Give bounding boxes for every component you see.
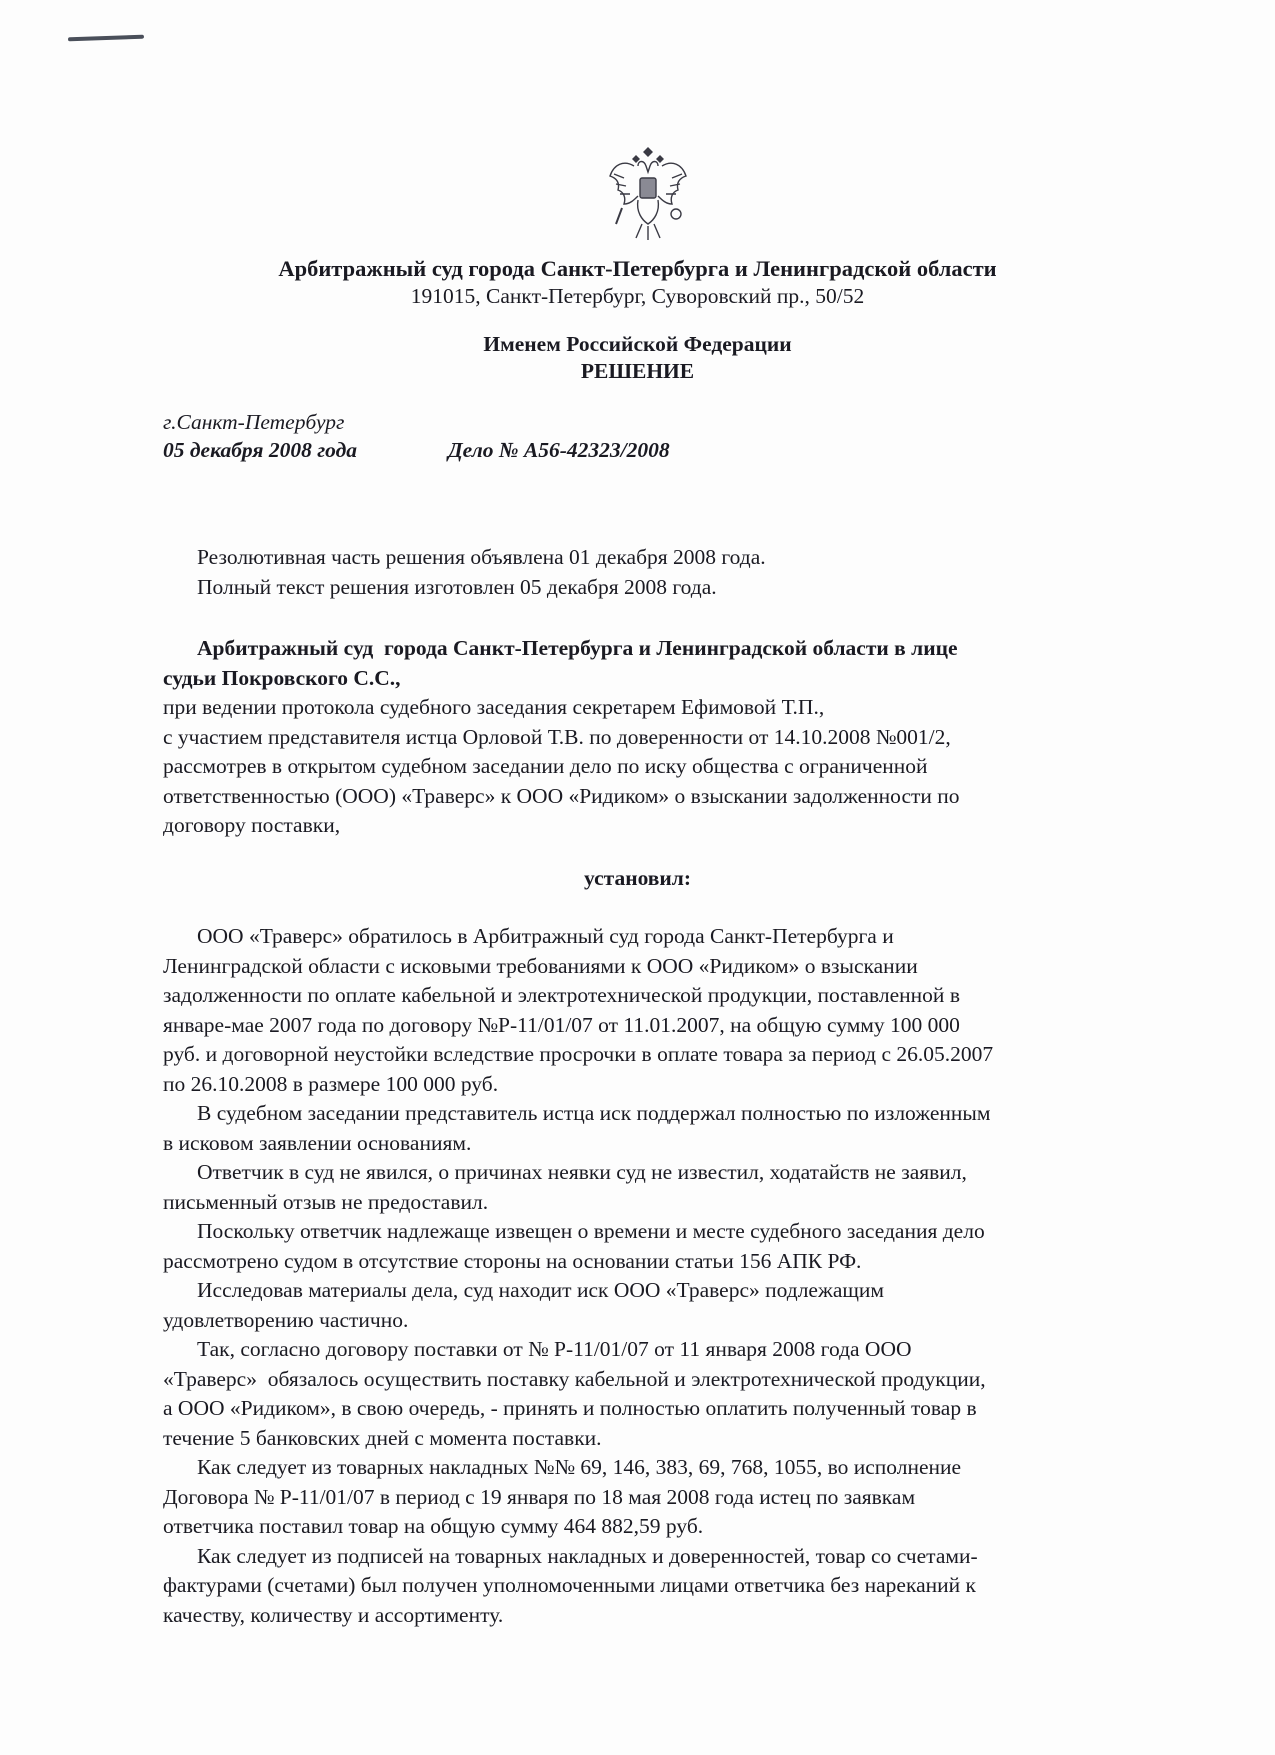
body-line: В судебном заседании представитель истца иск поддержал полностью по изложенным	[197, 1101, 991, 1125]
full-text-line: Полный текст решения изготовлен 05 декабря 2008 года.	[197, 574, 717, 599]
body-line: январе-мае 2007 года по договору №Р-11/01/07 от 11.01.2007, на общую сумму 100 000	[163, 1012, 960, 1037]
court-address: 191015, Санкт-Петербург, Суворовский пр., 50/52	[410, 284, 865, 308]
body-line: задолженности по оплате кабельной и электротехнической продукции, поставленной в	[163, 983, 960, 1007]
intro-section	[163, 543, 1113, 602]
body-line: рассмотрено судом в отсутствие стороны на основании статьи 156 АПК РФ.	[163, 1248, 862, 1273]
body-line: течение 5 банковских дней с момента поставки.	[163, 1425, 602, 1450]
body-line: Договора № Р-11/01/07 в период с 19 января по 18 мая 2008 года истец по заявкам	[163, 1484, 916, 1509]
body-line: по 26.10.2008 в размере 100 000 руб.	[163, 1071, 499, 1096]
body-line: ООО «Траверс» обратилось в Арбитражный суд города Санкт-Петербурга и	[197, 924, 894, 948]
body-line: Ленинградской области с исковыми требованиями к ООО «Ридиком» о взыскании	[163, 953, 918, 978]
body-line: Ответчик в суд не явился, о причинах неявки суд не известил, ходатайств не заявил,	[197, 1160, 967, 1184]
composition-line: рассмотрев в открытом судебном заседании дело по иску общества с ограниченной	[163, 754, 928, 778]
scan-artifact-mark	[68, 35, 144, 42]
body-line: качеству, количеству и ассортименту.	[163, 1602, 504, 1627]
body-line: Как следует из товарных накладных №№ 69, 146, 383, 69, 768, 1055, во исполнение	[197, 1455, 962, 1479]
body-line: письменный отзыв не предоставил.	[163, 1189, 489, 1214]
city-label: г.Санкт-Петербург	[163, 410, 345, 434]
section-heading-established: установил:	[583, 866, 692, 890]
court-name-heading: Арбитражный суд города Санкт-Петербурга и Ленинградской области	[278, 256, 997, 281]
body-line: Так, согласно договору поставки от № Р-11/01/07 от 11 января 2008 года ООО	[197, 1337, 912, 1361]
body-line: а ООО «Ридиком», в свою очередь, - принять и полностью оплатить полученный товар в	[163, 1396, 977, 1420]
body-line: Исследовав материалы дела, суд находит иск ООО «Траверс» подлежащим	[197, 1278, 885, 1302]
body-line: Как следует из подписей на товарных накладных и доверенностей, товар со счетами-	[197, 1543, 978, 1568]
decision-body	[163, 922, 1113, 1630]
body-line: Поскольку ответчик надлежаще извещен о времени и месте судебного заседания дело	[197, 1219, 985, 1243]
case-number: Дело № А56-42323/2008	[448, 438, 670, 462]
document-type-title: РЕШЕНИЕ	[580, 359, 695, 383]
body-line: руб. и договорной неустойки вследствие просрочки в оплате товара за период с 26.05.2007	[163, 1042, 994, 1066]
composition-line: договору поставки,	[163, 813, 341, 837]
body-line: ответчика поставил товар на общую сумму 464 882,59 руб.	[163, 1514, 704, 1538]
decision-date: 05 декабря 2008 года	[163, 438, 358, 462]
body-line: «Траверс» обязалось осуществить поставку кабельной и электротехнической продукции,	[163, 1366, 986, 1391]
announcement-line: Резолютивная часть решения объявлена 01 декабря 2008 года.	[197, 545, 766, 569]
composition-bold-line: судьи Покровского С.С.,	[163, 665, 401, 690]
composition-line: ответственностью (ООО) «Траверс» к ООО «Ридиком» о взыскании задолженности по	[163, 783, 960, 808]
composition-line: с участием представителя истца Орловой Т.В. по доверенности от 14.10.2008 №001/2,	[163, 724, 951, 749]
composition-line: при ведении протокола судебного заседания секретарем Ефимовой Т.П.,	[163, 695, 825, 719]
in-name-of-federation: Именем Российской Федерации	[483, 332, 792, 356]
body-line: в исковом заявлении основаниям.	[163, 1130, 472, 1155]
composition-bold-line: Арбитражный суд города Санкт-Петербурга и Ленинградской области в лице	[197, 636, 958, 660]
russian-coat-of-arms-icon	[606, 142, 690, 246]
body-line: фактурами (счетами) был получен уполномоченными лицами ответчика без нареканий к	[163, 1573, 976, 1597]
court-composition	[163, 634, 1113, 841]
body-line: удовлетворению частично.	[163, 1307, 409, 1332]
